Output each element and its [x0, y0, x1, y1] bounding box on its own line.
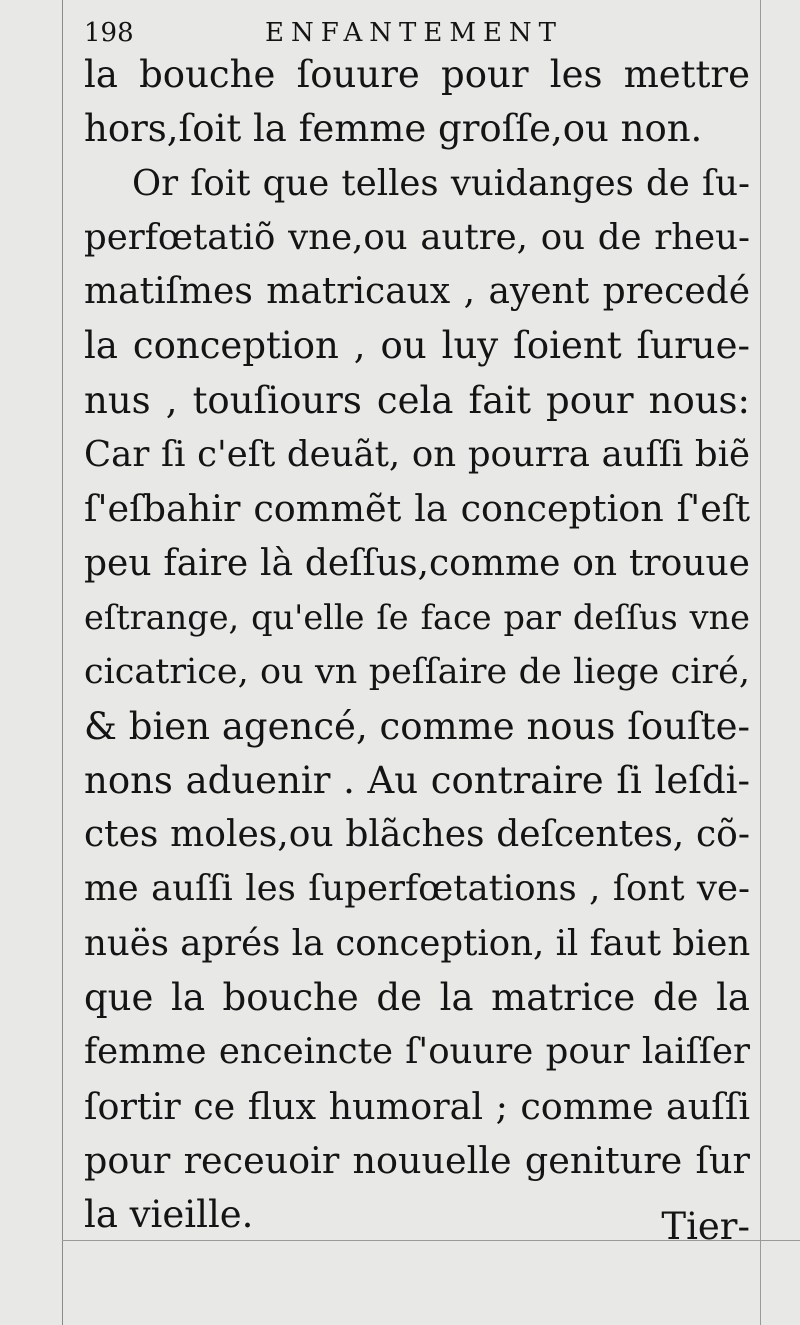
text-line: eſtrange, qu'elle ſe face par deſſus vne	[84, 597, 750, 637]
text-line: nus , touſiours cela fait pour nous:	[84, 378, 750, 422]
page-number: 198	[84, 18, 134, 48]
catchword: Tier-	[661, 1205, 750, 1248]
text-line: & bien agencé, comme nous ſouſte-	[84, 704, 750, 748]
body-text	[84, 48, 750, 1243]
text-line: Car ſi c'eſt deuãt, on pourra auſſi biẽ	[84, 434, 750, 476]
text-line: ſ'eſbahir commẽt la conception ſ'eſt	[84, 487, 750, 531]
text-line: matiſmes matricaux , ayent precedé	[84, 271, 750, 313]
text-line: la bouche ſouure pour les mettre	[84, 53, 750, 96]
text-line: perfœtatiõ vne,ou autre, ou de rheu-	[84, 216, 750, 258]
text-line: Or ſoit que telles vuidanges de ſu-	[132, 162, 750, 204]
text-line: que la bouche de la matrice de la	[84, 976, 750, 1020]
text-line: peu faire là deſſus,comme on trouue	[84, 542, 750, 584]
running-title: ENFANTEMENT	[264, 18, 564, 48]
text-line: me auſſi les ſuperfœtations , ſont ve-	[84, 868, 750, 910]
text-line: nons aduenir . Au contraire ſi leſdi-	[84, 758, 750, 802]
left-margin-rule	[62, 0, 63, 1325]
text-line: la vieille.	[84, 1193, 254, 1237]
text-line: la conception , ou luy ſoient ſurue-	[84, 324, 750, 368]
text-line: cicatrice, ou vn peſſaire de liege ciré,	[84, 652, 750, 693]
running-head	[84, 16, 744, 50]
text-line: pour receuoir nouuelle geniture ſur	[84, 1138, 750, 1182]
text-line: femme enceincte ſ'ouure pour laiſſer	[84, 1031, 750, 1073]
text-line: ſortir ce flux humoral ; comme auſſi	[84, 1084, 750, 1128]
text-line: hors,ſoit la femme groſſe,ou non.	[84, 107, 703, 151]
right-margin-rule	[760, 0, 761, 1325]
text-line: nuës aprés la conception, il faut bien	[84, 922, 751, 964]
text-line: ctes moles,ou blãches deſcentes, cõ-	[84, 814, 750, 856]
